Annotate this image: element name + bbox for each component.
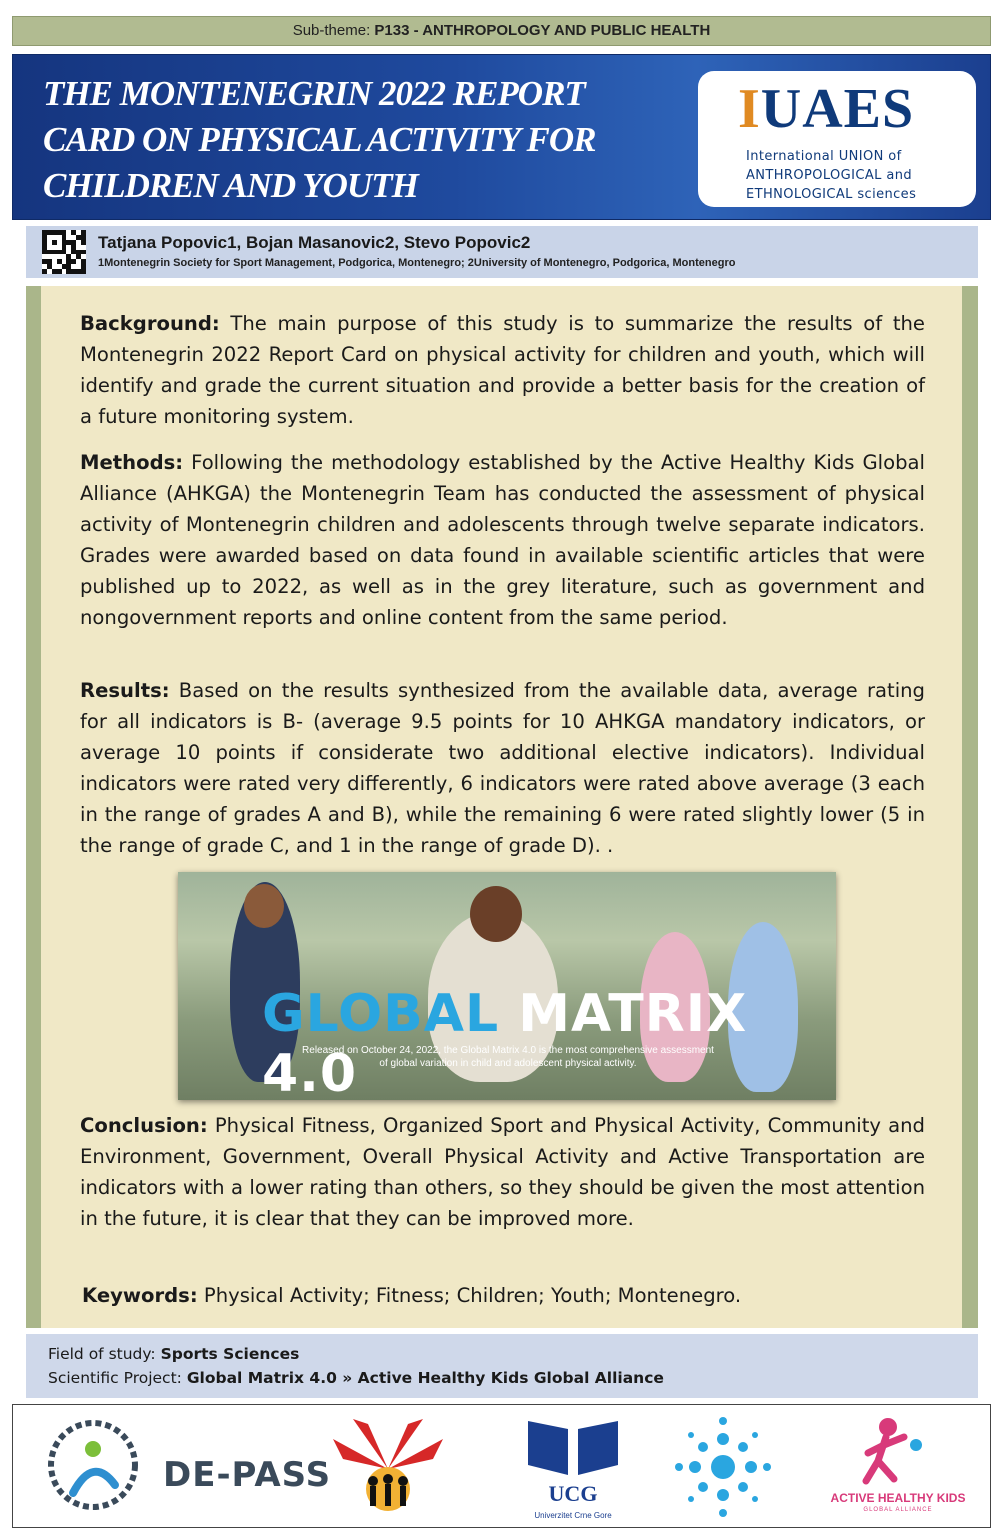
- conclusion-text: Physical Fitness, Organized Sport and Physical Activity, Community and Environment, Government, Overall Physical Activity and Active Transportation are indicators with a lower rating than others, so they should be given the most attention in the future, it is clear that they can be improved more.: [80, 1114, 925, 1230]
- ucg-logo: [518, 1415, 628, 1525]
- child-head: [244, 884, 284, 928]
- subtheme-bar: [12, 16, 991, 46]
- conclusion-paragraph: [80, 1110, 925, 1234]
- radial-dots-icon: [673, 1415, 773, 1519]
- dots-logo: [673, 1415, 773, 1519]
- scientific-project-row: Scientific Project: Global Matrix 4.0 » Active Healthy Kids Global Alliance: [48, 1369, 664, 1387]
- scientific-project-value: Global Matrix 4.0 » Active Healthy Kids Global Alliance: [186, 1369, 664, 1387]
- field-of-study-row: Field of study: Sports Sciences: [48, 1345, 300, 1363]
- iuaes-wordmark: IUAES: [738, 78, 915, 140]
- ahk-sublabel: GLOBAL ALLIANCE: [863, 1507, 933, 1513]
- keywords-text: Physical Activity; Fitness; Children; Youth; Montenegro.: [197, 1284, 742, 1307]
- depass-logo: [43, 1415, 343, 1519]
- author-affiliations: 1Montenegrin Society for Sport Management, Podgorica, Montenegro; 2University of Montenegro, Podgorica, Montenegro: [98, 257, 736, 269]
- field-of-study-box: [26, 1334, 978, 1398]
- iuaes-subtitle: International UNION of ANTHROPOLOGICAL and ETHNOLOGICAL sciences: [746, 149, 917, 202]
- methods-heading: Methods:: [80, 451, 184, 474]
- partner-logos-strip: [12, 1404, 991, 1528]
- depass-label: DE-PASS: [163, 1455, 332, 1495]
- running-child-icon: [828, 1415, 968, 1487]
- methods-paragraph: [80, 447, 925, 633]
- depass-globe-icon: [43, 1415, 143, 1515]
- results-text: Based on the results synthesized from the available data, average rating for all indicators is B- (average 9.5 points for 10 AHKGA mandatory indicators, or average 10 points if considerate two additional elective indicators). Individual indicators were rated very differently, 6 indicators were rated above average (3 each in the range of grades A and B), while the remaining 6 were rated slightly lower (5 in the range of grade C, and 1 in the range of grade D). .: [80, 679, 925, 857]
- global-matrix-image: [178, 872, 836, 1100]
- iuaes-logo: [698, 71, 976, 207]
- background-heading: Background:: [80, 312, 220, 335]
- qr-code-icon[interactable]: [42, 230, 86, 274]
- results-heading: Results:: [80, 679, 170, 702]
- field-of-study-value: Sports Sciences: [160, 1345, 300, 1363]
- ucg-sublabel: Univerzitet Crne Gore: [534, 1511, 612, 1520]
- global-matrix-headline: GLOBAL MATRIX 4.0: [262, 984, 748, 1100]
- keywords-line: [82, 1282, 927, 1310]
- background-paragraph: [80, 308, 925, 432]
- global-matrix-caption: Released on October 24, 2022, the Global Matrix 4.0 is the most comprehensive assessment of global variation in child and adolescent physical activity.: [302, 1045, 714, 1069]
- ucg-label: UCG: [548, 1481, 598, 1506]
- results-paragraph: [80, 675, 925, 861]
- methods-text: Following the methodology established by the Active Healthy Kids Global Alliance (AHKGA) the Montenegrin Team has conducted the assessment of physical activity of Montenegrin children and adolescents through twelve separate indicators. Grades were awarded based on data found in available scientific articles that were published up to 2022, as well as in the grey literature, such as government and nongovernment reports and online content from the same period.: [80, 451, 925, 629]
- subtheme-code: P133 - ANTHROPOLOGY AND PUBLIC HEALTH: [374, 22, 711, 39]
- active-healthy-kids-logo: [828, 1415, 968, 1519]
- authors-strip: [26, 226, 978, 278]
- child-head: [470, 886, 522, 942]
- sport-figures-icon: [333, 1419, 443, 1519]
- author-names: Tatjana Popovic1, Bojan Masanovic2, Stevo Popovic2: [98, 233, 531, 252]
- keywords-heading: Keywords:: [82, 1284, 198, 1307]
- title-banner: [12, 54, 991, 220]
- poster-title: THE MONTENEGRIN 2022 REPORT CARD ON PHYSICAL ACTIVITY FOR CHILDREN AND YOUTH: [43, 74, 596, 205]
- conclusion-heading: Conclusion:: [80, 1114, 208, 1137]
- subtheme-label: Sub-theme:: [292, 22, 371, 39]
- ucg-book-icon: [518, 1415, 628, 1479]
- background-text: The main purpose of this study is to summarize the results of the Montenegrin 2022 Report Card on physical activity for children and youth, which will identify and grade the current situation and provide a better basis for the creation of a future monitoring system.: [80, 312, 925, 428]
- ahk-label: ACTIVE HEALTHY KIDS: [830, 1491, 966, 1505]
- figures-logo: [333, 1419, 443, 1519]
